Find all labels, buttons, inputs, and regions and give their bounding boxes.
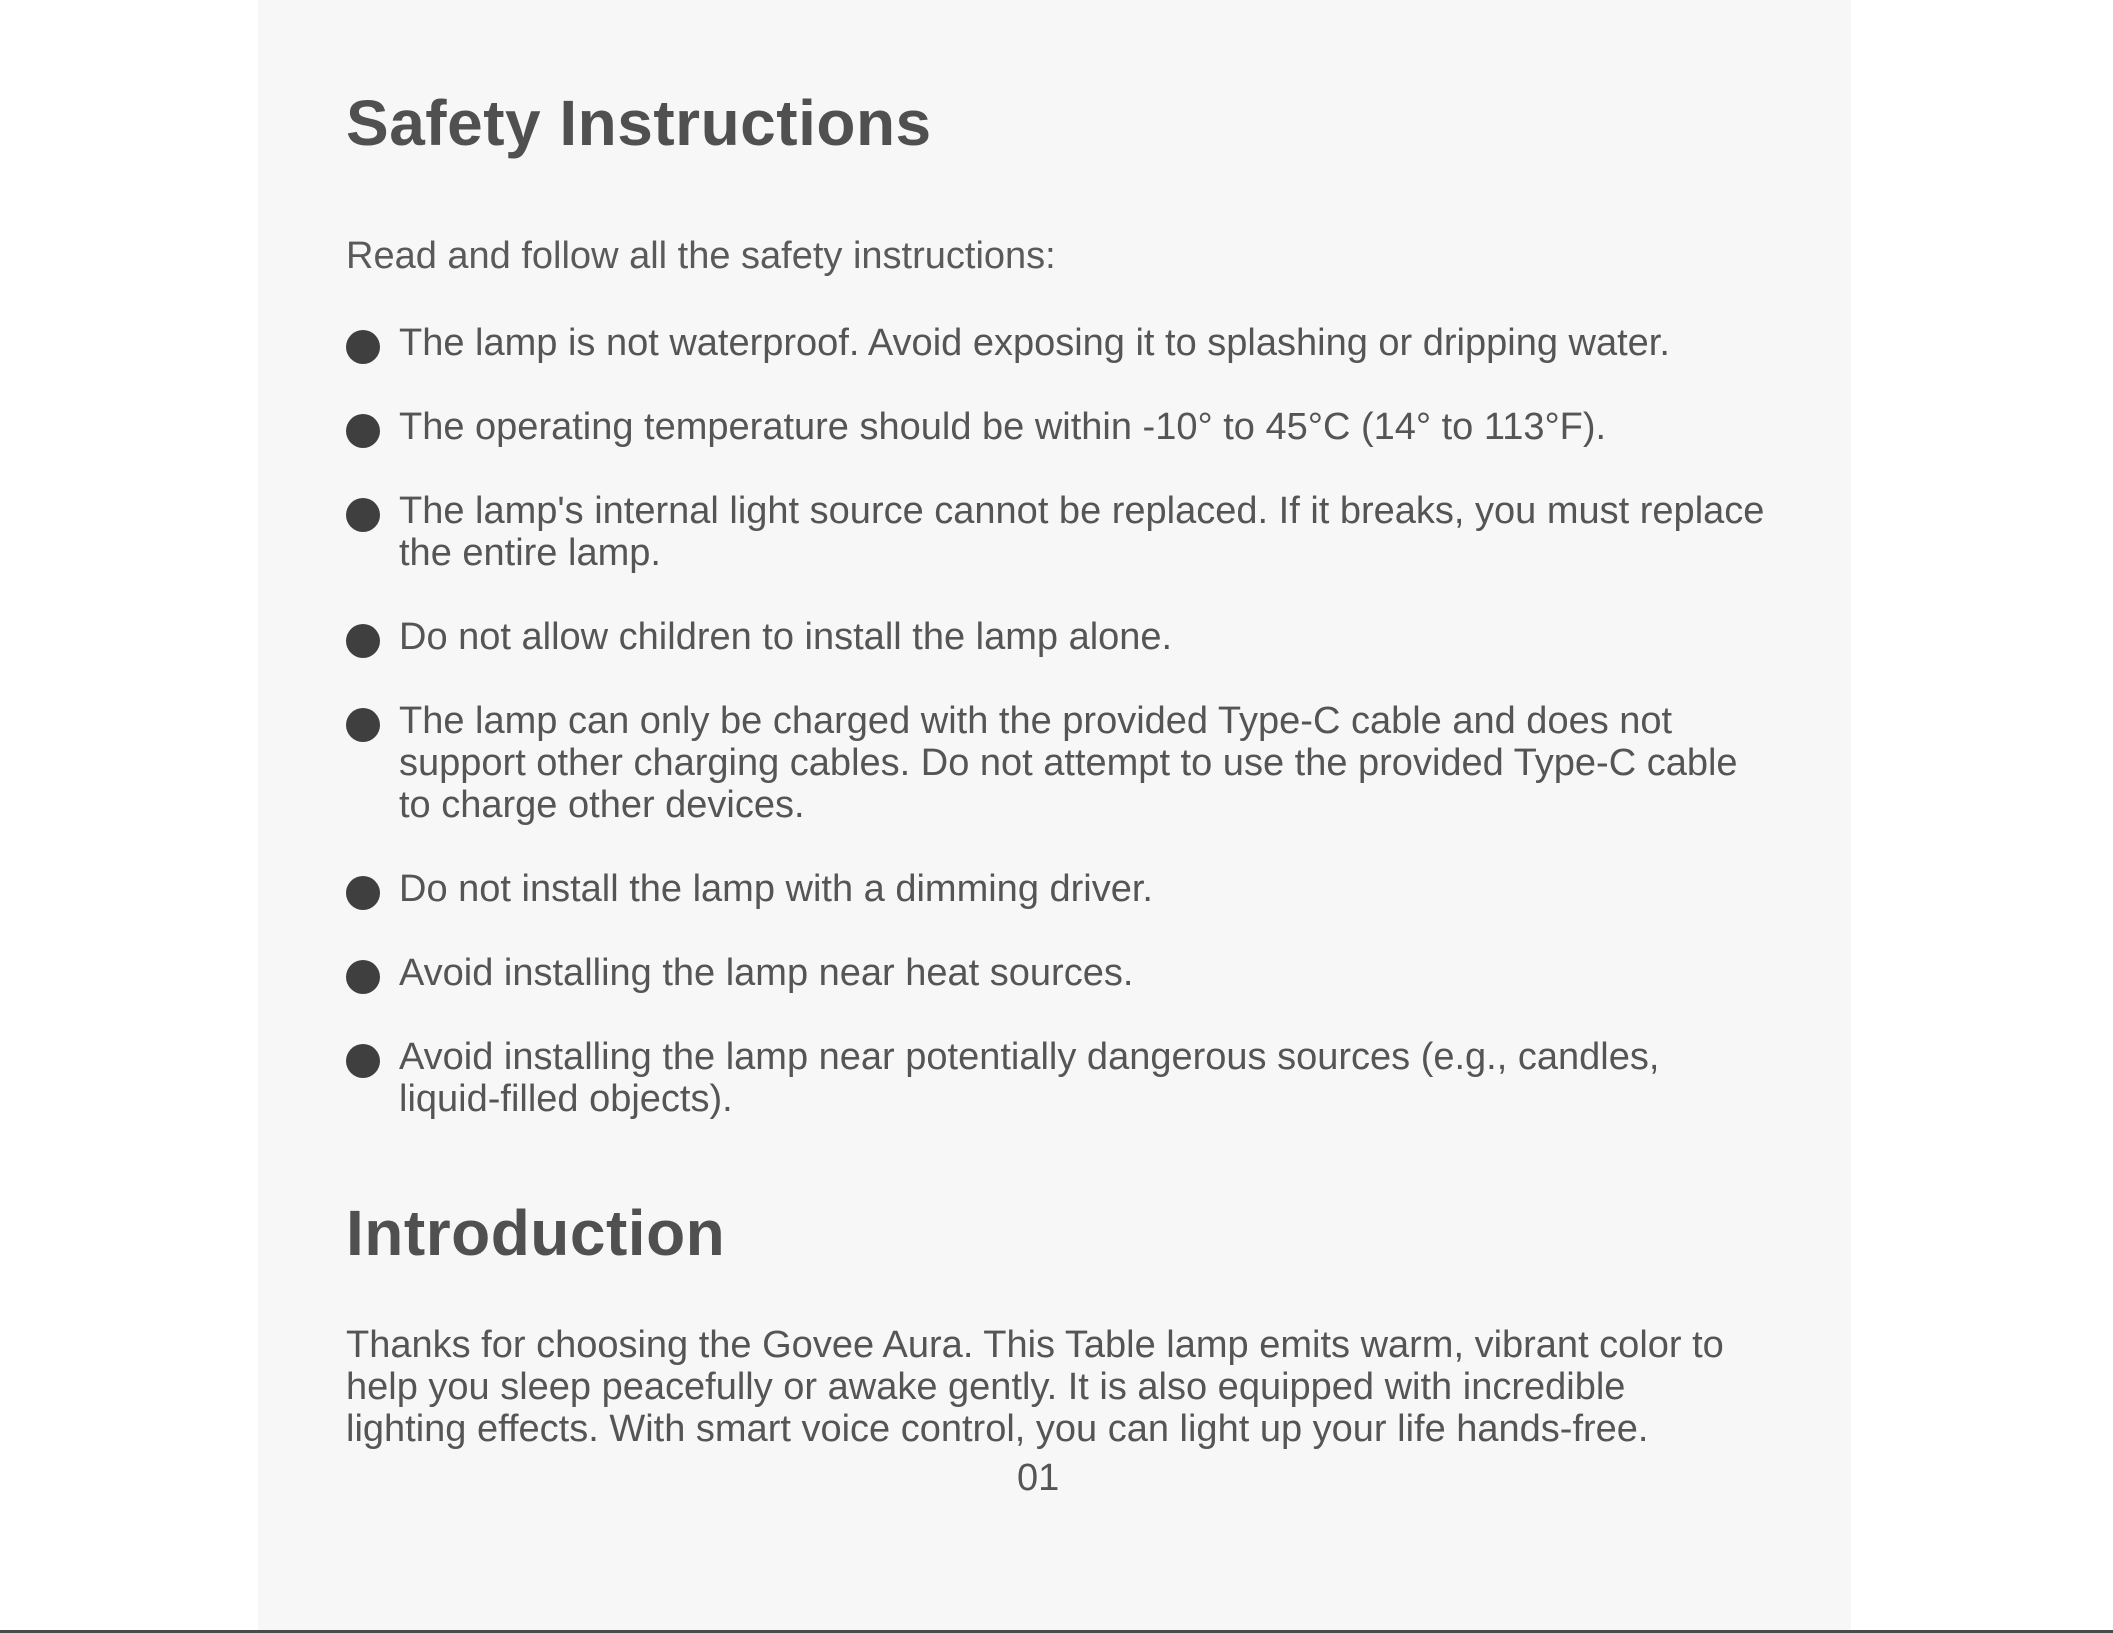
safety-bullet-text: The lamp's internal light source cannot be replaced. If it breaks, you must replace the entire lamp. [399,490,1765,574]
safety-bullet-text: The lamp is not waterproof. Avoid exposing it to splashing or dripping water. [399,322,1670,364]
safety-bullet-text: The lamp can only be charged with the provided Type-C cable and does not support other charging cables. Do not attempt to use the provided Type-C cable to charge other devices. [399,700,1738,826]
bullet-dot-icon [346,708,380,742]
bullet-dot-icon [346,498,380,532]
safety-bullet-item [346,406,1766,448]
safety-lead-text: Read and follow all the safety instructions: [346,235,1056,277]
safety-bullet-text: Avoid installing the lamp near potentially dangerous sources (e.g., candles, liquid-filled objects). [399,1036,1660,1120]
safety-bullet-text: Do not install the lamp with a dimming driver. [399,868,1153,910]
bullet-dot-icon [346,1044,380,1078]
bullet-dot-icon [346,624,380,658]
safety-bullet-item [346,322,1766,364]
safety-bullet-item [346,616,1766,658]
bullet-dot-icon [346,960,380,994]
safety-bullet-item [346,1036,1766,1120]
bullet-dot-icon [346,876,380,910]
introduction-paragraph: Thanks for choosing the Govee Aura. This Table lamp emits warm, vibrant color to help you sleep peacefully or awake gently. It is also equipped with incredible lighting effects. With smart voice control, you can light up your life hands-free. [346,1324,1724,1450]
bullet-dot-icon [346,414,380,448]
page-number: 01 [1017,1457,1060,1499]
safety-bullet-item [346,952,1766,994]
safety-bullet-text: Avoid installing the lamp near heat sources. [399,952,1134,994]
safety-bullet-list [346,322,1766,1162]
introduction-title: Introduction [346,1197,726,1269]
safety-bullet-item [346,868,1766,910]
safety-bullet-item [346,700,1766,826]
bullet-dot-icon [346,330,380,364]
safety-instructions-title: Safety Instructions [346,87,932,159]
safety-bullet-text: The operating temperature should be within -10° to 45°C (14° to 113°F). [399,406,1607,448]
safety-bullet-item [346,490,1766,574]
safety-bullet-text: Do not allow children to install the lamp alone. [399,616,1173,658]
